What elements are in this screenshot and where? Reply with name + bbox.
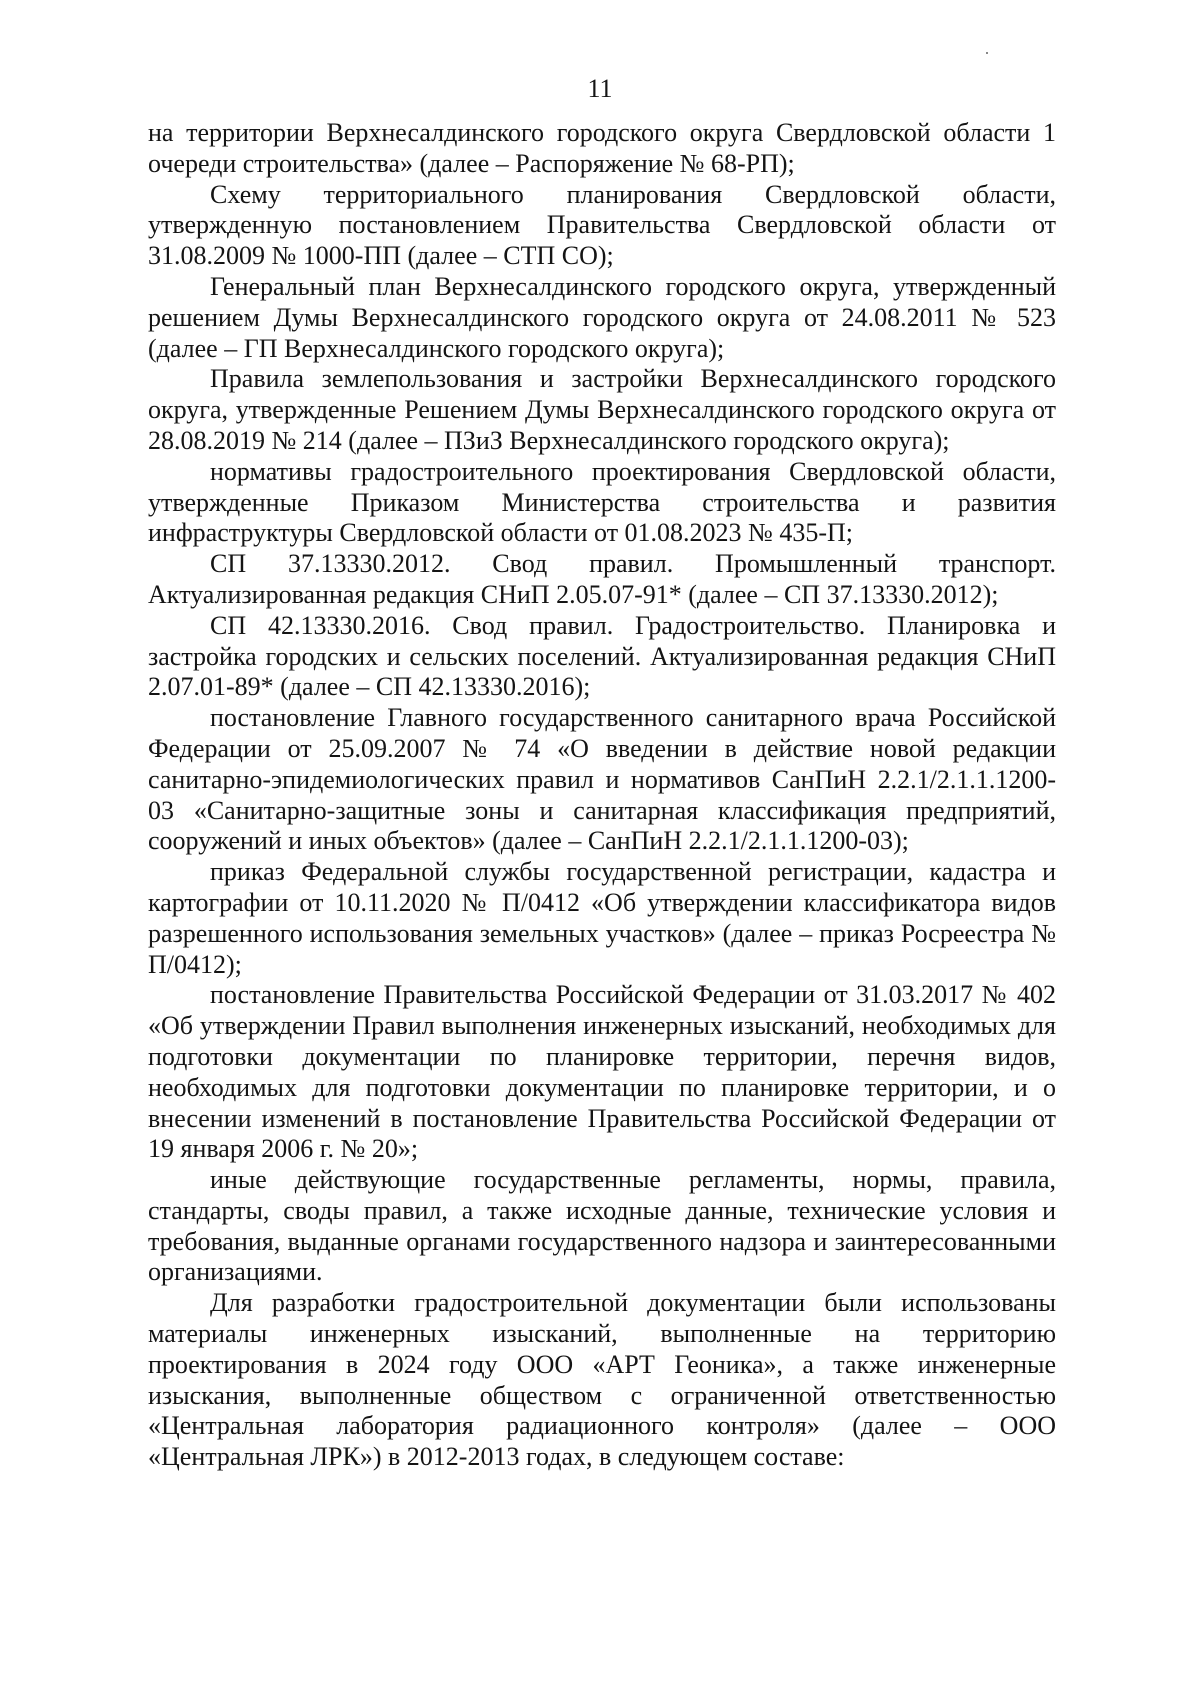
paragraph-sp-37: СП 37.13330.2012. Свод правил. Промышленный транспорт. Актуализированная редакция СНиП 2.05.07-91* (далее – СП 37.13330.2012); [148, 549, 1056, 609]
paragraph-sp-42: СП 42.13330.2016. Свод правил. Градостроительство. Планировка и застройка городских и сельских поселений. Актуализированная редакция СНиП 2.07.01-89* (далее – СП 42.13330.2016); [148, 610, 1056, 702]
paragraph-regional-planning-scheme: Схему территориального планирования Свердловской области, утвержденную постановлением Правительства Свердловской области от 31.08.2009 № 1000-ПП (далее – СТП СО); [148, 179, 1056, 271]
paragraph-rosreestr-order: приказ Федеральной службы государственной регистрации, кадастра и картографии от 10.11.2020 № П/0412 «Об утверждении классификатора видов разрешенного использования земельных участков» (далее – приказ Росреестра № П/0412); [148, 857, 1056, 979]
paragraph-continuation: на территории Верхнесалдинского городского округа Свердловской области 1 очереди строительства» (далее – Распоряжение № 68-РП); [148, 118, 1056, 178]
paragraph-sanpin: постановление Главного государственного санитарного врача Российской Федерации от 25.09.2007 № 74 «О введении в действие новой редакции санитарно-эпидемиологических правил и нормативов СанПиН 2.2.1/2.1.1.1200-03 «Санитарно-защитные зоны и санитарная классификация предприятий, сооружений и иных объектов» (далее – СанПиН 2.2.1/2.1.1.1200-03); [148, 703, 1056, 856]
paragraph-other-regulations: иные действующие государственные регламенты, нормы, правила, стандарты, своды правил, а также исходные данные, технические условия и требования, выданные органами государственного надзора и заинтересованными организациями. [148, 1165, 1056, 1287]
paragraph-land-use-rules: Правила землепользования и застройки Верхнесалдинского городского округа, утвержденные Решением Думы Верхнесалдинского городского округа от 28.08.2019 № 214 (далее – ПЗиЗ Верхнесалдинского городского округа); [148, 364, 1056, 455]
paragraph-engineering-surveys: Для разработки градостроительной документации были использованы материалы инженерных изысканий, выполненные на территорию проектирования в 2024 году ООО «АРТ Геоника», а также инженерные изыскания, выполненные обществом с ограниченной ответственностью «Центральная лаборатория радиационного контроля» (далее – ООО «Центральная ЛРК») в 2012-2013 годах, в следующем составе: [148, 1288, 1056, 1472]
page-number: 11 [587, 74, 613, 103]
paragraph-general-plan: Генеральный план Верхнесалдинского городского округа, утвержденный решением Думы Верхнесалдинского городского округа от 24.08.2011 № 523 (далее – ГП Верхнесалдинского городского округа); [148, 271, 1056, 363]
paragraph-government-decree: постановление Правительства Российской Федерации от 31.03.2017 № 402 «Об утверждении Правил выполнения инженерных изысканий, необходимых для подготовки документации по планировке территории, перечня видов, необходимых для подготовки документации по планировке территории, и о внесении изменений в постановление Правительства Российской Федерации от 19 января 2006 г. № 20»; [148, 980, 1056, 1164]
scan-speck [986, 52, 988, 54]
paragraph-planning-standards: нормативы градостроительного проектирования Свердловской области, утвержденные Приказом Министерства строительства и развития инфраструктуры Свердловской области от 01.08.2023 № 435-П; [148, 456, 1056, 548]
body-text [148, 118, 1056, 1473]
